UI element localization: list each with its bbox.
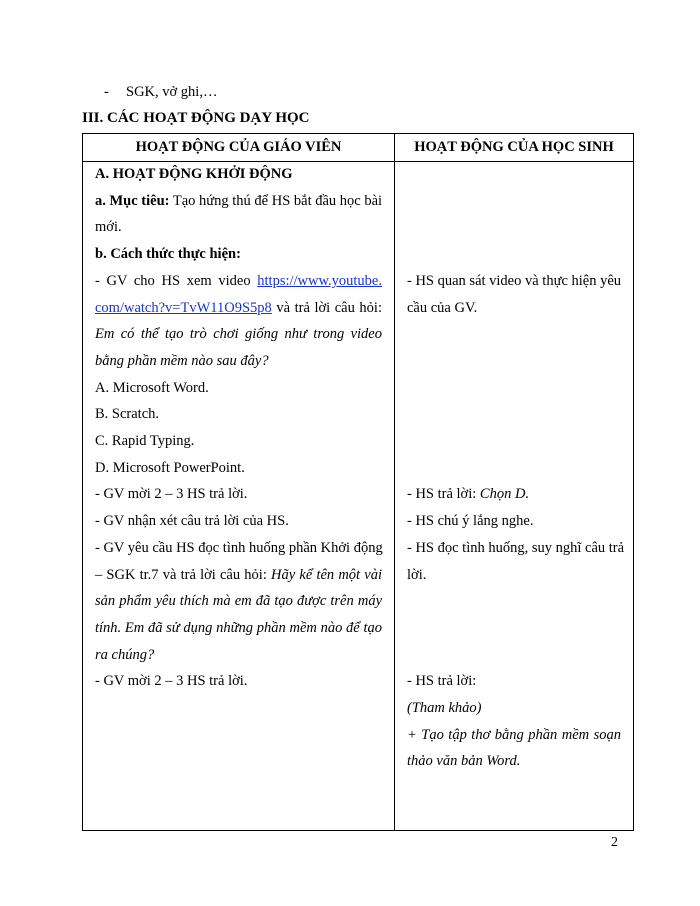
student-read-line-1: - HS đọc tình huống, suy nghĩ câu trả <box>407 539 625 556</box>
teacher-activities-cell <box>83 162 395 831</box>
teacher-step-invite: - GV mời 2 – 3 HS trả lời. <box>95 486 248 503</box>
situation-question-start: Hãy kể tên một vài <box>271 566 382 583</box>
teacher-column-header: HOẠT ĐỘNG CỦA GIÁO VIÊN <box>83 134 395 162</box>
situation-question-3: tính. Em đã sử dụng những phần mềm nào để tạo <box>95 619 382 636</box>
student-listen: - HS chú ý lắng nghe. <box>407 513 534 530</box>
student-example-line-1: + Tạo tập thơ bằng phần mềm soạn <box>407 726 621 743</box>
situation-question-2: sản phẩm yêu thích mà em đã tạo được trên máy <box>95 593 382 610</box>
video-text: - GV cho HS xem video <box>95 272 258 289</box>
table-header-row <box>83 134 634 162</box>
student-observe-line-2: cầu của GV. <box>407 299 478 316</box>
video-line <box>95 268 382 295</box>
situation-question-line <box>95 562 382 589</box>
video-link-part1[interactable]: https://www.youtube. <box>257 272 382 289</box>
situation-question-4: ra chúng? <box>95 646 155 663</box>
page-number: 2 <box>611 835 618 850</box>
objective-continued: mới. <box>95 219 122 236</box>
objective-text: Tạo hứng thú để HS bắt đầu học bài <box>169 192 383 209</box>
materials-bullet <box>104 84 217 101</box>
teacher-step-situation: - GV yêu cầu HS đọc tình huống phần Khởi động <box>95 539 383 556</box>
student-example-line-2: thảo văn bản Word. <box>407 753 521 770</box>
method-heading: b. Cách thức thực hiện: <box>95 246 241 263</box>
teacher-step-feedback: - GV nhận xét câu trả lời của HS. <box>95 513 289 530</box>
option-a: A. Microsoft Word. <box>95 379 209 396</box>
student-column-header: HOẠT ĐỘNG CỦA HỌC SINH <box>395 134 634 162</box>
option-b: B. Scratch. <box>95 406 160 423</box>
objective-label: a. Mục tiêu: <box>95 192 170 209</box>
option-d: D. Microsoft PowerPoint. <box>95 459 245 476</box>
video-link-line <box>95 295 382 322</box>
activity-heading: A. HOẠT ĐỘNG KHỞI ĐỘNG <box>95 166 293 182</box>
video-question-intro: và trả lời câu hỏi: <box>271 299 382 316</box>
option-c: C. Rapid Typing. <box>95 433 195 449</box>
student-answer-2: - HS trả lời: <box>407 673 477 690</box>
student-answer-choice: Chọn D. <box>479 486 530 503</box>
student-observe-line-1: - HS quan sát video và thực hiện yêu <box>407 272 622 289</box>
situation-text: – SGK tr.7 và trả lời câu hỏi: <box>95 566 272 583</box>
bullet-dash: - <box>104 84 109 100</box>
section-title: III. CÁC HOẠT ĐỘNG DẠY HỌC <box>82 110 310 126</box>
question-line-2: bằng phần mềm nào sau đây? <box>95 352 269 369</box>
student-reference: (Tham khảo) <box>407 700 482 716</box>
question-line-1: Em có thể tạo trò chơi giống như trong video <box>95 326 382 343</box>
student-answer-line <box>407 481 621 508</box>
student-activities-cell <box>395 162 634 831</box>
video-link-part2[interactable]: com/watch?v=TvW11O9S5p8 <box>95 299 272 316</box>
student-read-line-2: lời. <box>407 566 427 583</box>
activities-table <box>82 133 634 831</box>
table-row <box>83 162 634 831</box>
student-answer-text: - HS trả lời: <box>407 486 480 503</box>
teacher-step-invite-2: - GV mời 2 – 3 HS trả lời. <box>95 673 248 690</box>
bullet-text: SGK, vở ghi,… <box>126 84 218 100</box>
objective-line <box>95 188 382 215</box>
